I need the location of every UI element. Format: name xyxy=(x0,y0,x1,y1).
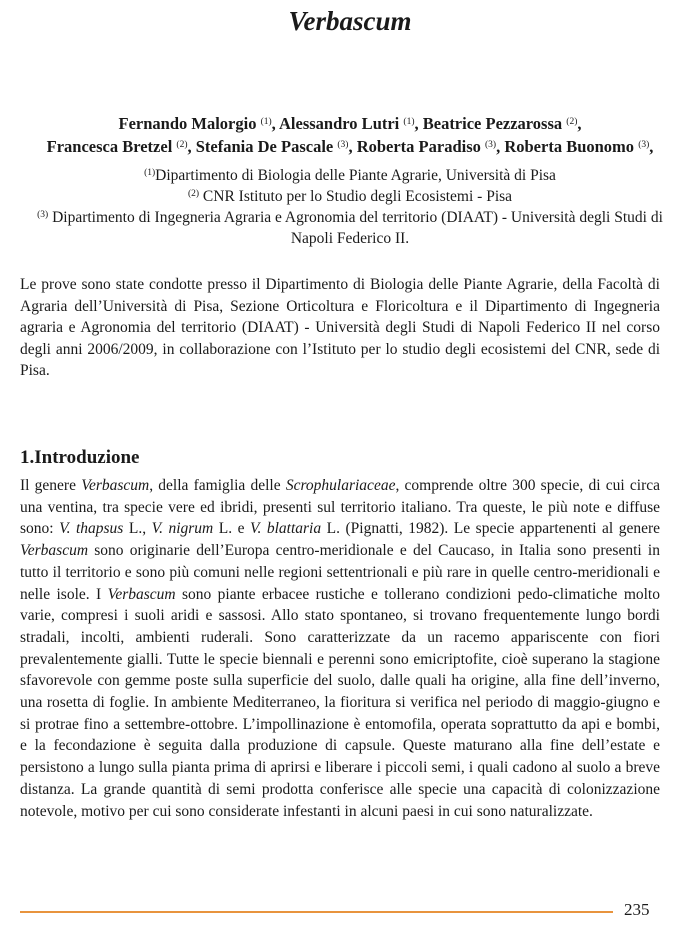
affiliation-ref: (2) xyxy=(187,189,200,199)
author-ref: (2) xyxy=(566,117,578,127)
text-run-italic: Verbascum xyxy=(107,585,176,603)
affiliation xyxy=(20,207,680,249)
author-separator: , xyxy=(577,114,582,133)
text-run: L., xyxy=(123,520,152,538)
text-run: L. (Pignatti, 1982). Le specie appartenenti al genere xyxy=(321,520,661,538)
text-run: sono originarie dell’Europa centro-meridionale e del Caucaso, in Italia sono presenti in tutto il territorio e sono più comuni nelle regioni settentrionali e più rare in quelle centro-meridionali e nelle isole. I xyxy=(20,542,660,603)
author-separator: , xyxy=(496,137,505,156)
author-separator: , xyxy=(414,114,423,133)
author-name: Francesca Bretzel xyxy=(46,137,173,156)
text-run: Il genere xyxy=(20,477,82,494)
affiliation-ref: (3) xyxy=(37,210,49,220)
author-name: Roberta Paradiso xyxy=(356,137,481,156)
text-run: sono piante erbacee rustiche e tollerano condizioni pedo-climatiche molto varie, compresi i suoli aridi e sassosi. Allo stato spontaneo, si trovano frequentemente lungo bordi stradali, incolti, ambienti ruderali. Sono caratterizzate da un racemo appariscente con fiori prevalentemente gialli. Tutte le specie biennali e perenni sono emicriptofite, cioè superano la stagione sfavorevole con gemme poste sulla superficie del suolo, dalle quali ha origine, alla fine dell’inverno, una rosetta di foglie. In ambiente Mediterraneo, la fioritura si verifica nel periodo di maggio-giugno e si protrae fino a settembre-ottobre. L’impollinazione è entomofila, operata soprattutto da api e bombi, e la fecondazione è seguita dalla produzione di capsule. Queste maturano alla fine dell’estate e persistono a lungo sulla pianta prima di aprirsi e liberare i piccoli semi, i quali cadono al suolo a breve distanza. La grande quantità di semi prodotta conferisce alle specie una capacità di colonizzazione notevole, motivo per cui sono considerate infestanti in alcuni paesi in cui sono naturalizzate. xyxy=(20,585,660,820)
affiliation-text: Dipartimento di Biologia delle Piante Agrarie, Università di Pisa xyxy=(155,167,556,184)
author-separator: , xyxy=(271,114,280,133)
text-run-italic: Verbascum xyxy=(20,542,89,560)
author-line-2 xyxy=(20,135,680,158)
author-separator: , xyxy=(348,137,357,156)
body-paragraph xyxy=(20,475,660,822)
author-ref: (2) xyxy=(176,140,188,150)
text-run-italic: V. blattaria xyxy=(250,520,322,538)
author-ref: (1) xyxy=(260,117,272,127)
text-run-italic: Scrophulariaceae xyxy=(285,477,396,494)
text-run-italic: V. thapsus xyxy=(59,520,124,538)
author-ref: (3) xyxy=(337,140,349,150)
text-run: , della famiglia delle xyxy=(149,477,286,494)
affiliation xyxy=(20,186,680,207)
author-line-1 xyxy=(20,112,680,135)
affiliation-text: Dipartimento di Ingegneria Agraria e Agronomia del territorio (DIAAT) - Università degli Studi di Napoli Federico II. xyxy=(48,209,663,247)
author-separator: , xyxy=(649,137,654,156)
affiliation-ref: (1) xyxy=(144,168,156,178)
author-name: Alessandro Lutri xyxy=(279,114,400,133)
author-name: Stefania De Pascale xyxy=(195,137,334,156)
intro-paragraph: Le prove sono state condotte presso il Dipartimento di Biologia delle Piante Agrarie, della Facoltà di Agraria dell’Università di Pisa, Sezione Orticoltura e Floricoltura e il Dipartimento di Ingegneria agraria e Agronomia del territorio (DIAAT) - Università degli Studi di Napoli Federico II nel corso degli anni 2006/2009, in collaborazione con l’Istituto per lo studio degli ecosistemi del CNR, sede di Pisa. xyxy=(20,276,660,380)
author-separator: , xyxy=(187,137,196,156)
document-title: Verbascum xyxy=(288,6,412,36)
page-number: 235 xyxy=(624,900,650,919)
author-ref: (1) xyxy=(403,117,415,127)
affiliation-text: CNR Istituto per lo Studio degli Ecosistemi - Pisa xyxy=(199,188,513,205)
author-list xyxy=(20,112,680,158)
affiliation-list xyxy=(20,165,680,249)
text-run-italic: V. nigrum xyxy=(151,520,214,538)
author-name: Fernando Malorgio xyxy=(118,114,257,133)
author-name: Beatrice Pezzarossa xyxy=(422,114,563,133)
author-ref: (3) xyxy=(485,140,497,150)
author-ref: (3) xyxy=(638,140,650,150)
text-run: , comprende oltre 300 specie, di cui circa una ventina, tra specie vere ed ibridi, presenti sul territorio italiano. Tra queste, le più note e diffuse sono: xyxy=(20,477,660,538)
footer-rule xyxy=(20,911,613,913)
text-run: L. e xyxy=(213,520,250,538)
affiliation xyxy=(20,165,680,186)
section-heading: 1.Introduzione xyxy=(20,447,140,468)
author-name: Roberta Buonomo xyxy=(504,137,635,156)
text-run-italic: Verbascum xyxy=(81,477,150,494)
